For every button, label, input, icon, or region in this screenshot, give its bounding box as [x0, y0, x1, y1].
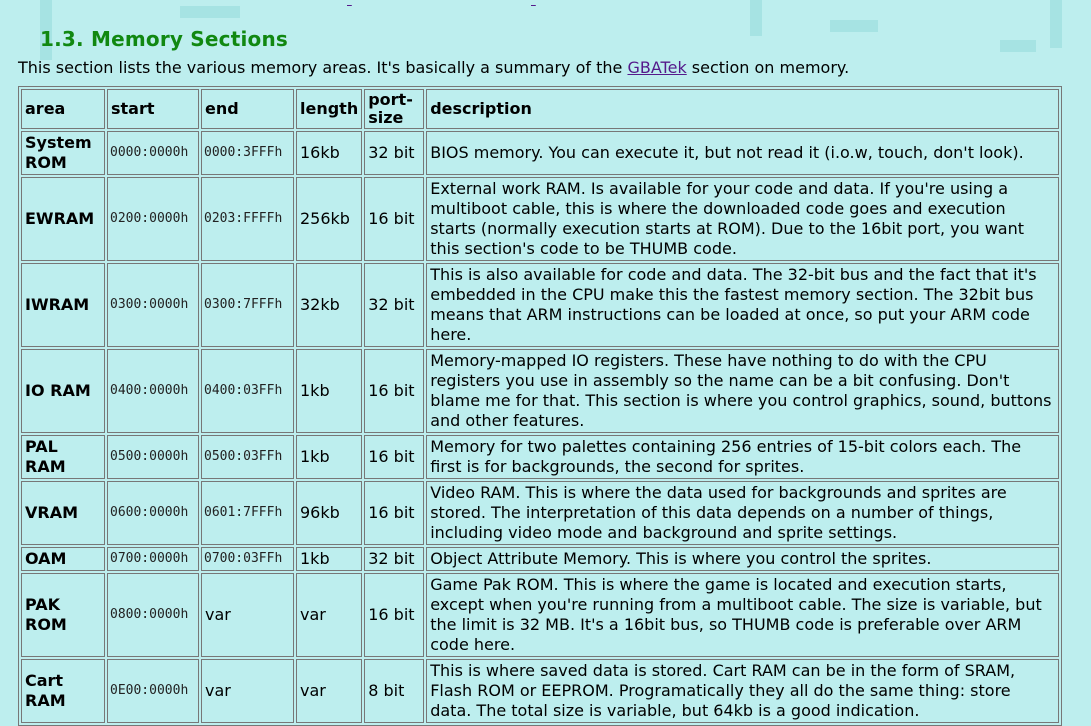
cell-area	[21, 481, 105, 545]
cell-length: 256kb	[296, 177, 362, 261]
cell-description: Object Attribute Memory. This is where you control the sprites.	[426, 547, 1059, 571]
cell-area	[21, 131, 105, 175]
cell-start: 0400:0000h	[107, 349, 199, 433]
cell-start: 0E00:0000h	[107, 659, 199, 723]
table-row	[21, 131, 1059, 175]
table-row	[21, 435, 1059, 479]
cell-start: 0300:0000h	[107, 263, 199, 347]
cell-port-size: 16 bit	[364, 177, 424, 261]
header-port-line1: port-	[368, 90, 413, 109]
cell-end: var	[201, 659, 294, 723]
previous-section-links	[347, 0, 667, 4]
cell-area	[21, 659, 105, 723]
header-port-size	[364, 89, 424, 129]
cell-start: 0000:0000h	[107, 131, 199, 175]
area-line1: IO RAM	[25, 381, 91, 400]
area-line2: ROM	[25, 615, 67, 634]
memory-sections-table	[18, 86, 1062, 726]
cell-length: 1kb	[296, 435, 362, 479]
cell-length: 16kb	[296, 131, 362, 175]
header-port-line2: size	[368, 108, 404, 127]
area-line2: RAM	[25, 691, 66, 710]
intro-paragraph	[18, 58, 849, 77]
table-row	[21, 659, 1059, 723]
cell-start: 0500:0000h	[107, 435, 199, 479]
cell-port-size: 32 bit	[364, 131, 424, 175]
table-row	[21, 481, 1059, 545]
cell-description: BIOS memory. You can execute it, but not read it (i.o.w, touch, don't look).	[426, 131, 1059, 175]
cell-area	[21, 573, 105, 657]
cell-port-size: 32 bit	[364, 547, 424, 571]
cell-description: Game Pak ROM. This is where the game is located and execution starts, except when you're running from a multiboot cable. The size is variable, but the limit is 32 MB. It's a 16bit bus, so THUMB code is preferable over ARM code here.	[426, 573, 1059, 657]
header-area: area	[21, 89, 105, 129]
table-row	[21, 573, 1059, 657]
cell-start: 0700:0000h	[107, 547, 199, 571]
section-heading: 1.3. Memory Sections	[40, 27, 289, 51]
cell-area	[21, 263, 105, 347]
cell-start: 0600:0000h	[107, 481, 199, 545]
cell-port-size: 16 bit	[364, 481, 424, 545]
area-line1: VRAM	[25, 503, 79, 522]
area-line1: System	[25, 133, 92, 152]
header-start: start	[107, 89, 199, 129]
cell-end: var	[201, 573, 294, 657]
area-line2: ROM	[25, 153, 67, 172]
cell-length: 1kb	[296, 349, 362, 433]
cell-length: var	[296, 659, 362, 723]
header-length: length	[296, 89, 362, 129]
cell-length: 1kb	[296, 547, 362, 571]
gbatek-link[interactable]: GBATek	[627, 58, 687, 77]
cell-end: 0601:7FFFh	[201, 481, 294, 545]
header-end: end	[201, 89, 294, 129]
table-row	[21, 547, 1059, 571]
cell-description: External work RAM. Is available for your code and data. If you're using a multiboot cable, this is where the downloaded code goes and execution starts (normally execution starts at ROM). Due to the 16bit port, you want this section's code to be THUMB code.	[426, 177, 1059, 261]
cell-end: 0000:3FFFh	[201, 131, 294, 175]
area-line1: OAM	[25, 549, 67, 568]
area-line1: PAK	[25, 595, 61, 614]
cell-area	[21, 177, 105, 261]
cell-end: 0500:03FFh	[201, 435, 294, 479]
table-row	[21, 349, 1059, 433]
cell-port-size: 16 bit	[364, 435, 424, 479]
cell-description: Memory-mapped IO registers. These have nothing to do with the CPU registers you use in assembly so the name can be a bit confusing. Don't blame me for that. This section is where you control graphics, sound, buttons and other features.	[426, 349, 1059, 433]
cell-end: 0203:FFFFh	[201, 177, 294, 261]
cell-area	[21, 547, 105, 571]
cell-end: 0700:03FFh	[201, 547, 294, 571]
cell-port-size: 16 bit	[364, 349, 424, 433]
cell-description: Memory for two palettes containing 256 entries of 15-bit colors each. The first is for backgrounds, the second for sprites.	[426, 435, 1059, 479]
table-row	[21, 263, 1059, 347]
cell-end: 0300:7FFFh	[201, 263, 294, 347]
cell-length: var	[296, 573, 362, 657]
cell-start: 0200:0000h	[107, 177, 199, 261]
area-line1: IWRAM	[25, 295, 90, 314]
cut-off-link[interactable]	[531, 0, 667, 8]
intro-text-end: section on memory.	[686, 58, 850, 77]
header-description: description	[426, 89, 1059, 129]
table-row	[21, 177, 1059, 261]
intro-text: This section lists the various memory areas. It's basically a summary of the	[18, 58, 628, 77]
cell-description: This is where saved data is stored. Cart RAM can be in the form of SRAM, Flash ROM or EEPROM. Programatically they all do the same thing: store data. The total size is variable, but 64kb is a good indication.	[426, 659, 1059, 723]
area-line1: Cart	[25, 671, 64, 690]
cell-length: 96kb	[296, 481, 362, 545]
cut-off-link[interactable]	[347, 0, 455, 8]
cell-port-size: 8 bit	[364, 659, 424, 723]
cell-area	[21, 349, 105, 433]
cell-description: Video RAM. This is where the data used for backgrounds and sprites are stored. The interpretation of this data depends on a number of things, including video mode and background and sprite settings.	[426, 481, 1059, 545]
cell-port-size: 16 bit	[364, 573, 424, 657]
cell-description: This is also available for code and data. The 32-bit bus and the fact that it's embedded in the CPU make this the fastest memory section. The 32bit bus means that ARM instructions can be loaded at once, so put your ARM code here.	[426, 263, 1059, 347]
area-line1: PAL RAM	[25, 437, 66, 476]
cell-start: 0800:0000h	[107, 573, 199, 657]
table-header-row	[21, 89, 1059, 129]
area-line1: EWRAM	[25, 209, 95, 228]
cell-port-size: 32 bit	[364, 263, 424, 347]
cell-end: 0400:03FFh	[201, 349, 294, 433]
cell-length: 32kb	[296, 263, 362, 347]
cell-area	[21, 435, 105, 479]
